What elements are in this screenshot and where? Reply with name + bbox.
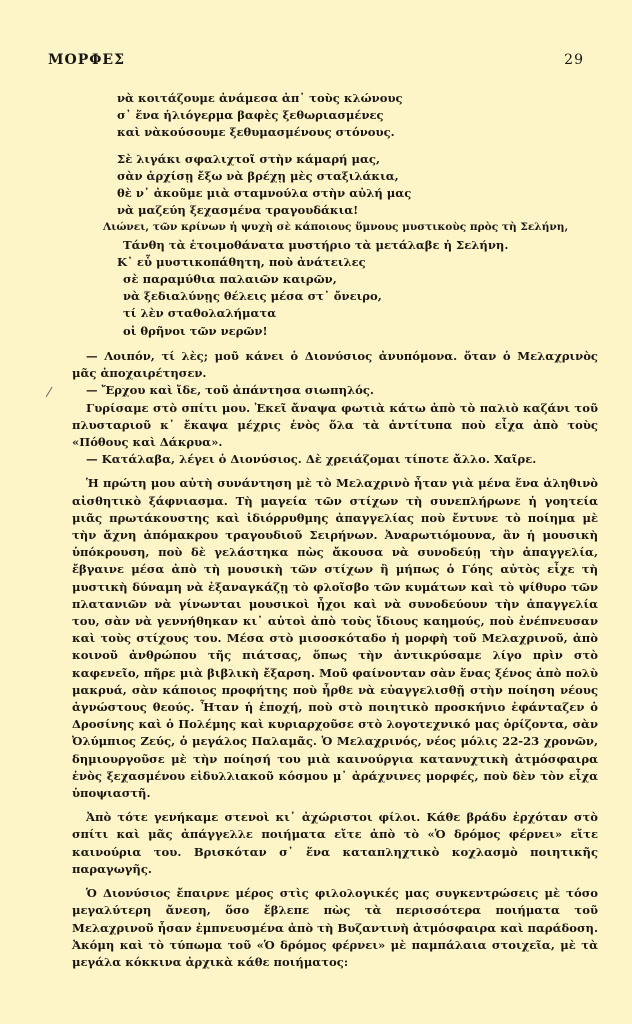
margin-mark: ⁄	[48, 386, 51, 401]
poem-line: θὲ ν᾿ ἀκοῦμε μιὰ σταμνούλα στὴν αὐλή μας	[117, 186, 412, 201]
paragraph: Ἀπὸ τότε γενήκαμε στενοὶ κι᾿ ἀχώριστοι φίλοι. Κάθε βράδυ ἐρχόταν στὸ σπίτι καὶ μᾶς ἀπάγγελλε ποιήματα εἴτε ἀπὸ τὸ «Ὁ δρόμος φέρνει» εἴτε καινούρια του. Βρισκόταν σ᾿ ἕνα καταπληχτικὸ κοχλασμὸ ποιητικῆς παραγωγῆς.	[72, 810, 598, 876]
poem-line: τί λὲν σταθολαλήματα	[123, 306, 277, 321]
prose-body	[72, 348, 598, 971]
poem-line: καὶ νὰκούσουμε ξεθυμασμένους στόνους.	[117, 125, 395, 140]
dialogue-paragraph: — Ἔρχου καὶ ἴδε, τοῦ ἀπάντησα σιωπηλός.	[86, 383, 374, 398]
paragraph: Ἡ πρώτη μου αὐτὴ συνάντηση μὲ τὸ Μελαχρινὸ ἦταν γιὰ μένα ἕνα ἀληθινὸ αἰσθητικὸ ξάφνιασμα. Τὴ μαγεία τῶν στίχων τὴ συνεπλήρωνε ἡ γοητεία μιᾶς πρωτάκουστης καὶ ἰδιόρρυθμης ἀπαγγελίας ποὺ ἔντυνε τὸ ποίημα μὲ τὴν ἄχνη ἀπόμακρου τραγουδιοῦ Σειρήνων. Ἀναρωτιόμουνα, ἂν ἡ μουσικὴ ὑπόκρουση, ποὺ δὲ γελάστηκα πὼς ἄκουσα νὰ συνοδεύῃ τὴν ἀπαγγελία, ἔβγαινε μέσα ἀπὸ τὴ μουσικὴ τῶν στίχων ἢ μήπως ὁ Γόης αὐτὸς εἶχε τὴ μυστικὴ δύναμη νὰ ἐξαναγκάζῃ τὸ φλοῖσβο τῶν κυμάτων καὶ τὸ ψίθυρο τῶν πλατανιῶν νὰ γίνωνται μουσικοὶ ἦχοι καὶ νὰ συνοδεύουν τὴν ἀπαγγελία του, σὰν νὰ γεννήθηκαν κι᾿ αὐτοὶ ἀπὸ τοὺς ἴδιους καημούς, ποὺ ἐνέπνευσαν καὶ τοὺς στίχους του. Μέσα στὸ μισοσκόταδο ἡ μορφὴ τοῦ Μελαχρινοῦ, ἀπὸ κοινοῦ ἀνθρώπου τῆς πιάτσας, ὅπως τὴν ἀντικρύσαμε λίγο πρὶν στὸ καφενεῖο, πῆρε μιὰ βιβλικὴ ἔξαρση. Μοῦ φαίνονταν σὰν ἕνας ξένος ἀπὸ πολὺ μακρυά, σὰν κάποιος προφήτης ποὺ ἦρθε νὰ εὐαγγελισθῇ στὴν ποίηση νέους ἀγνώστους θεούς. Ἦταν ἡ ἐποχή, ποὺ στὸ ποιητικὸ προσκήνιο ἐφάνταζεν ὁ Δροσίνης καὶ ὁ Πολέμης καὶ κυριαρχοῦσε στὸ λογοτεχνικό μας ὁρίζοντα, σὰν Ὀλύμπιος Ζεύς, ὁ μεγάλος Παλαμᾶς. Ὁ Μελαχρινός, νέος μόλις 22-23 χρονῶν, δημιουργοῦσε μὲ τὴν ποίησή του μιὰ καινούργια κατανυχτικὴ ἀτμόσφαιρα ἑνὸς ξεχασμένου εἰδυλλιακοῦ κόσμου μ᾿ ἀράχνινες μορφές, ποὺ δὲν τὸν εἶχα ὑποψιαστῆ.	[72, 476, 598, 801]
poem-line: οἱ θρῆνοι τῶν νερῶν!	[123, 323, 268, 338]
poem-line: σ᾿ ἕνα ἡλιόγερμα βαφὲς ξεθωριασμένες	[117, 108, 384, 123]
poem-line: Τάνθη τὰ ἑτοιμοθάνατα μυστήριο τὰ μετάλαβε ἡ Σελήνη.	[123, 237, 509, 252]
poem-line: Λιώνει, τῶν κρίνων ἡ ψυχὴ σὲ κάποιους ὕμνους μυστικοὺς πρὸς τὴ Σελήνη,	[103, 221, 569, 234]
paragraph: Γυρίσαμε στὸ σπίτι μου. Ἐκεῖ ἄναψα φωτιὰ κάτω ἀπὸ τὸ παλιὸ καζάνι τοῦ πλυσταριοῦ κ᾿ ἔκαψα μέχρις ἑνὸς ὅλα τὰ ἀντίτυπα ποὺ εἶχα ἀπὸ τοὺς «Πόθους καὶ Δάκρυα».	[72, 400, 598, 450]
poem-line: σὲ παραμύθια παλαιῶν καιρῶν,	[123, 272, 337, 287]
dialogue-paragraph: — Κατάλαβα, λέγει ὁ Διονύσιος. Δὲ χρειάζομαι τίποτε ἄλλο. Χαῖρε.	[86, 452, 537, 467]
poem-line: νὰ κοιτάζουμε ἀνάμεσα ἀπ᾿ τοὺς κλώνους	[117, 91, 403, 105]
poem-line: σὰν ἀρχίσῃ ἔξω νὰ βρέχῃ μὲς σταξιλάκια,	[117, 168, 399, 183]
dialogue-paragraph: — Λοιπόν, τί λὲς; μοῦ κάνει ὁ Διονύσιος ἀνυπόμονα. ὅταν ὁ Μελαχρινὸς μᾶς ἀποχαιρέτησεν.	[72, 349, 598, 381]
running-title: ΜΟΡΦΕΣ	[48, 52, 125, 68]
poem-line: Σὲ λιγάκι σφαλιχτοῖ στὴν κάμαρή μας,	[117, 151, 380, 166]
paragraph: Ὁ Διονύσιος ἔπαιρνε μέρος στὶς φιλολογικές μας συγκεντρώσεις μὲ τόσο μεγαλύτερη ἄνεση, ὅσο ἔβλεπε πὼς τὰ περισσότερα ποιήματα τοῦ Μελαχρινοῦ ἦσαν ἐμπνευσμένα ἀπὸ τὴ Βυζαντινὴ ἀτμόσφαιρα καὶ παράδοση. Ἀκόμη καὶ τὸ τύπωμα τοῦ «Ὁ δρόμος φέρνει» μὲ παμπάλαια στοιχεῖα, μὲ τὰ μεγάλα κόκκινα ἀρχικὰ κάθε ποιήματος:	[72, 886, 598, 969]
poem	[0, 90, 632, 340]
poem-line: νὰ μαζεύη ξεχασμένα τραγουδάκια!	[117, 203, 359, 218]
poem-line: Κ᾿ εὗ μυστικοπάθητη, ποὺ ἀνάτειλες	[117, 254, 366, 269]
poem-line: νὰ ξεδιαλύνῃς θέλεις μέσα στ᾿ ὄνειρο,	[123, 289, 382, 304]
page-number: 29	[564, 52, 584, 68]
